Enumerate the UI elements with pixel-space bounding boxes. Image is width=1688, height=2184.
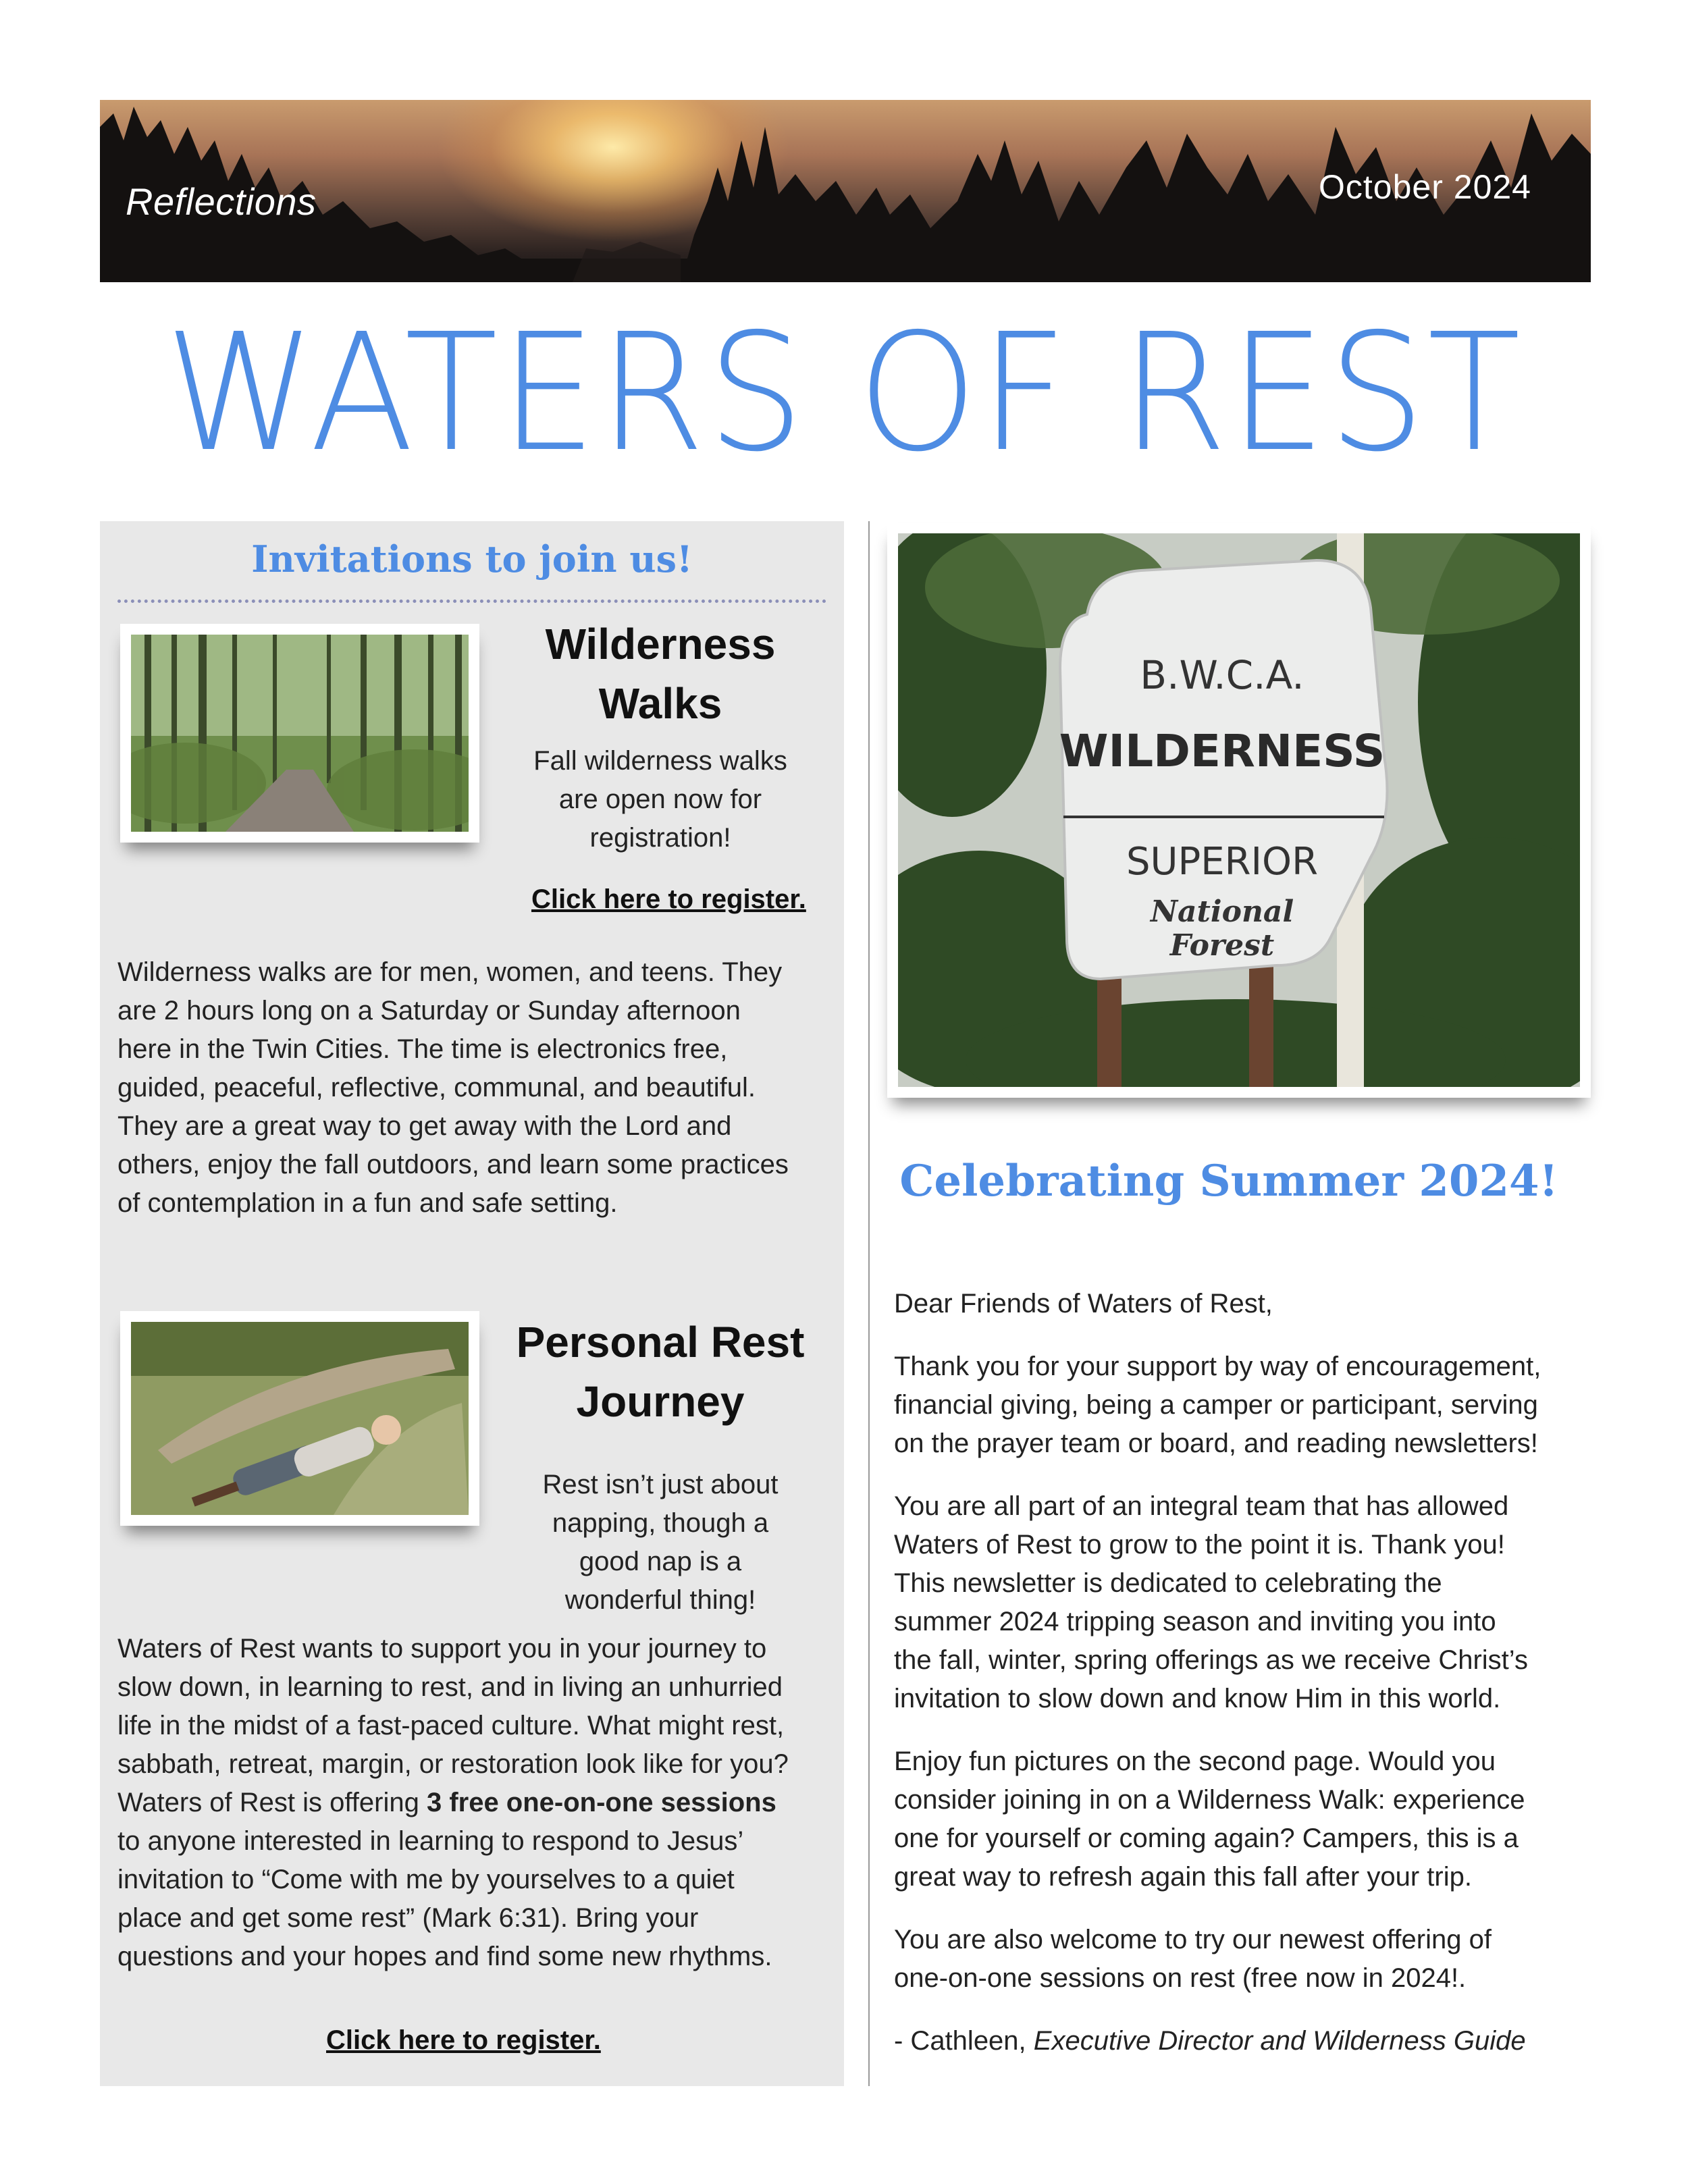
banner-date: October 2024 [1319,168,1531,206]
blurb-line: Fall wilderness walks [533,746,787,776]
sign-line-bwca: B.W.C.A. [1140,652,1304,698]
letter-line: consider joining in on a Wilderness Walk: experience [894,1785,1525,1815]
personal-rest-description [117,1630,833,1976]
sign-line-national: National [1150,895,1294,929]
sign-line-forest: Forest [1169,928,1275,963]
bwca-sign-photo [887,523,1591,1098]
letter-paragraph-1 [894,1348,1583,1463]
letter-line: the fall, winter, spring offerings as we receive Christ’s [894,1645,1528,1675]
personal-rest-title-line2: Journey [576,1377,745,1426]
wilderness-walks-title [492,614,829,733]
forest-path-image [131,635,469,832]
letter-line: one-on-one sessions on rest (free now in 2024!. [894,1963,1467,1993]
body-line: here in the Twin Cities. The time is electronics free, [117,1034,728,1064]
body-line: They are a great way to get away with the Lord and [117,1111,732,1141]
masthead-title: WATERS OF REST [165,298,1523,487]
blurb-line: Rest isn’t just about [542,1470,779,1499]
wilderness-walks-title-line2: Walks [598,679,722,728]
body-line: invitation to “Come with me by yourselves to a quiet [117,1865,735,1894]
letter-line: financial giving, being a camper or participant, serving [894,1390,1538,1420]
wilderness-walks-description [117,953,833,1223]
letter-paragraph-3 [894,1742,1583,1896]
body-line: Wilderness walks are for men, women, and teens. They [117,957,783,987]
letter-line: You are also welcome to try our newest offering of [894,1925,1492,1954]
body-line: guided, peaceful, reflective, communal, and beautiful. [117,1073,756,1102]
invitations-panel [100,521,844,2086]
body-line: questions and your hopes and find some new rhythms. [117,1942,772,1971]
body-line: life in the midst of a fast-paced culture. What might rest, [117,1711,785,1740]
header-banner [100,100,1591,282]
forest-path-photo [120,624,479,843]
letter-body [894,1285,1583,2060]
blurb-line: registration! [589,823,731,853]
body-line: place and get some rest” (Mark 6:31). Bring your [117,1903,699,1933]
blurb-line: are open now for [558,784,762,814]
bold-prefix-text: Waters of Rest is offering [117,1788,427,1817]
letter-line: great way to refresh again this fall after your trip. [894,1862,1472,1892]
signature-title: Executive Director and Wilderness Guide [1033,2026,1526,2056]
column-divider [868,521,870,2086]
bwca-sign-image [898,533,1580,1087]
letter-line: You are all part of an integral team that has allowed [894,1491,1509,1521]
letter-paragraph-4 [894,1921,1583,1998]
letter-line: one for yourself or coming again? Campers, this is a [894,1823,1519,1853]
body-line: others, enjoy the fall outdoors, and learn some practices [117,1150,789,1179]
body-line: of contemplation in a fun and safe setting. [117,1188,618,1218]
body-line: to anyone interested in learning to respond to Jesus’ [117,1826,744,1856]
wilderness-walks-register-link[interactable]: Click here to register. [531,884,806,914]
blurb-line: wonderful thing! [564,1585,756,1615]
dotted-divider [117,600,826,603]
body-line: sabbath, retreat, margin, or restoration look like for you? [117,1749,789,1779]
banner-series-name: Reflections [126,180,317,223]
personal-rest-register-link[interactable]: Click here to register. [326,2025,601,2055]
letter-line: summer 2024 tripping season and inviting you into [894,1607,1496,1636]
letter-line: invitation to slow down and know Him in this world. [894,1684,1501,1713]
body-line-with-bold [117,1784,833,1822]
letter-paragraph-2 [894,1487,1583,1718]
personal-rest-title [492,1312,829,1431]
letter-line: on the prayer team or board, and reading newsletters! [894,1429,1538,1458]
letter-line: This newsletter is dedicated to celebrating the [894,1568,1442,1598]
body-line: Waters of Rest wants to support you in your journey to [117,1634,767,1663]
personal-rest-title-line1: Personal Rest [516,1318,805,1366]
napping-camper-image [131,1322,469,1515]
sign-line-superior: SUPERIOR [1126,840,1319,884]
sign-line-wilderness: WILDERNESS [1059,725,1386,777]
body-line: are 2 hours long on a Saturday or Sunday afternoon [117,996,741,1026]
celebrating-heading: Celebrating Summer 2024! [899,1156,1558,1206]
invitations-heading: Invitations to join us! [251,537,693,581]
letter-line: Enjoy fun pictures on the second page. Would you [894,1747,1496,1776]
letter-signature [894,2022,1583,2060]
letter-greeting: Dear Friends of Waters of Rest, [894,1289,1273,1319]
blurb-line: good nap is a [579,1547,742,1576]
napping-camper-photo [120,1311,479,1526]
letter-line: Waters of Rest to grow to the point it is. Thank you! [894,1530,1505,1560]
signature-name: - Cathleen, [894,2026,1034,2056]
personal-rest-blurb [492,1466,829,1620]
wilderness-walks-title-line1: Wilderness [545,620,776,668]
body-line: slow down, in learning to rest, and in living an unhurried [117,1672,783,1702]
wilderness-walks-blurb [492,742,829,857]
blurb-line: napping, though a [552,1508,769,1538]
free-sessions-highlight: 3 free one-on-one sessions [426,1788,776,1817]
letter-line: Thank you for your support by way of encouragement, [894,1352,1541,1381]
